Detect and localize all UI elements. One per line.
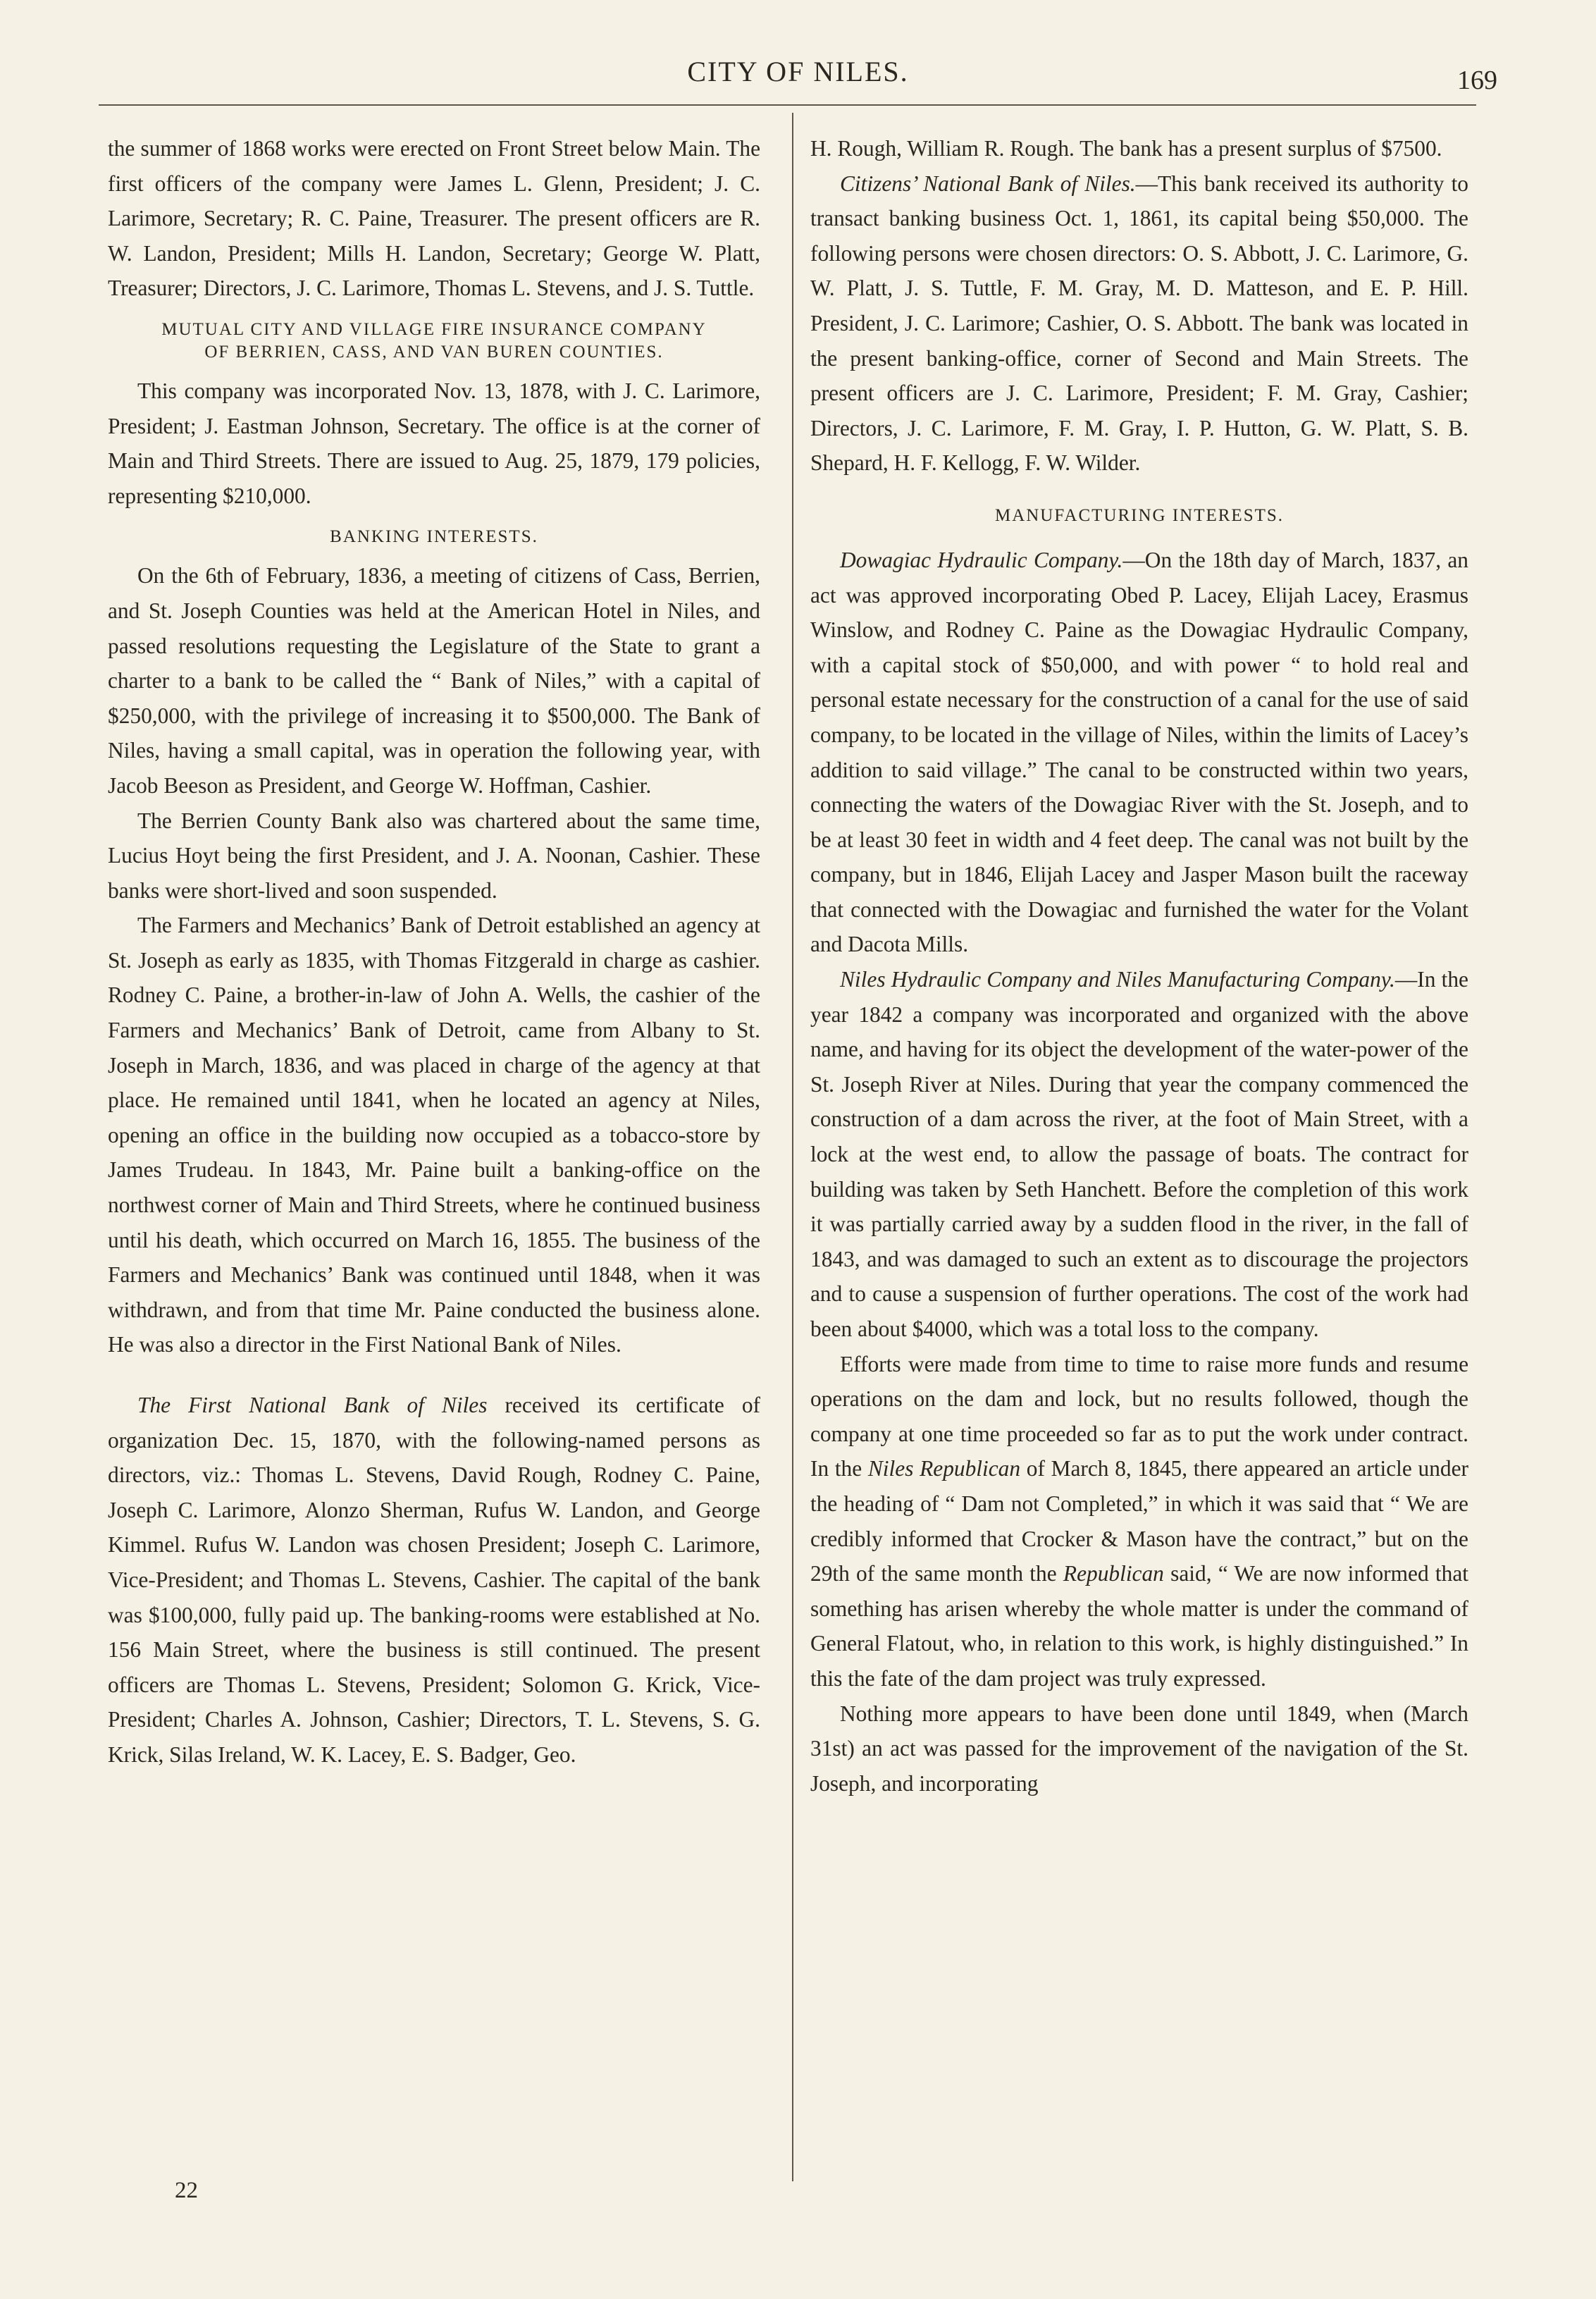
first-national-bank-title: The First National Bank of Niles <box>137 1393 488 1417</box>
paragraph-niles-hydraulic <box>810 962 1468 1347</box>
right-column <box>810 131 1468 1801</box>
first-national-bank-text: received its certificate of organization Dec. 15, 1870, with the following-named persons as directors, viz.: Thomas L. Stevens, David Rough, Rodney C. Paine, Joseph C. Larimore, Alonzo Sherman, Rufus W. Landon, and George Kimmel. Rufus W. Landon was chosen President; Joseph C. Larimore, Vice-President; and Thomas L. Stevens, Cashier. The capital of the bank was $100,000, fully paid up. The banking-rooms were established at No. 156 Main Street, where the business is still continued. The present officers are Thomas L. Stevens, President; Solomon G. Krick, Vice-President; Charles A. Johnson, Cashier; Directors, T. L. Stevens, S. G. Krick, Silas Ireland, W. K. Lacey, E. S. Badger, Geo. <box>108 1393 760 1767</box>
section-heading-manufacturing: MANUFACTURING INTERESTS. <box>994 505 1285 525</box>
signature-mark: 22 <box>175 2178 198 2203</box>
dowagiac-title: Dowagiac Hydraulic Company. <box>840 547 1123 572</box>
efforts-text-b: of March 8, 1845, there appeared an article under the heading of “ Dam not Completed,” in which it was said that “ We are credibly informed that Crocker & Mason have the contract,” but on the 29th of the same month the <box>810 1456 1468 1586</box>
header-rule <box>99 104 1476 106</box>
paragraph-efforts-dam <box>810 1347 1468 1696</box>
niles-hydraulic-text: —In the year 1842 a company was incorporated and organized with the above name, and having for its object the development of the water-power of the St. Joseph River at Niles. During that year the company commenced the construction of a dam across the river, at the foot of Main Street, with a lock at the west end, to allow the passage of boats. The contract for building was taken by Seth Hanchett. Before the completion of this work it was partially carried away by a sudden flood in the river, in the fall of 1843, and was damaged to such an extent as to discourage the projectors and to cause a suspension of further operations. The cost of the work had been about $4000, which was a total loss to the company. <box>810 967 1468 1341</box>
page-number: 169 <box>1457 66 1497 95</box>
left-column <box>108 131 760 1773</box>
paragraph-berrien-county-bank: The Berrien County Bank also was chartered about the same time, Lucius Hoyt being the first President, and J. A. Noonan, Cashier. These banks were short-lived and soon suspended. <box>108 808 760 903</box>
paragraph-bank-of-niles: On the 6th of February, 1836, a meeting of citizens of Cass, Berrien, and St. Joseph Counties was held at the American Hotel in Niles, and passed resolutions requesting the Legislature of the State to grant a charter to a bank to be called the “ Bank of Niles,” with a capital of $250,000, with the privilege of increasing it to $500,000. The Bank of Niles, having a small capital, was in operation the following year, with Jacob Beeson as President, and George W. Hoffman, Cashier. <box>108 563 760 798</box>
section-heading-banking: BANKING INTERESTS. <box>330 527 538 547</box>
republican-title: Republican <box>1063 1561 1164 1586</box>
paragraph-nothing-more: Nothing more appears to have been done until 1849, when (March 31st) an act was passed for the improvement of the navigation of the St. Joseph, and incorporating <box>810 1701 1468 1796</box>
page-header <box>0 55 1596 104</box>
paragraph-first-national-continued: H. Rough, William R. Rough. The bank has a present surplus of $7500. <box>810 136 1442 161</box>
paragraph-insurance: This company was incorporated Nov. 13, 1878, with J. C. Larimore, President; J. Eastman Johnson, Secretary. The office is at the corner of Main and Third Streets. There are issued to Aug. 25, 1879, 179 policies, representing $210,000. <box>108 378 760 508</box>
dowagiac-text: —On the 18th day of March, 1837, an act was approved incorporating Obed P. Lacey, Elijah Lacey, Erasmus Winslow, and Rodney C. Paine as the Dowagiac Hydraulic Company, with a capital stock of $50,000, and with power “ to hold real and personal estate necessary for the construction of a canal for the use of said company, to be located in the village of Niles, within the limits of Lacey’s addition to said village.” The canal to be constructed within two years, connecting the waters of the Dowagiac River with the St. Joseph, and to be at least 30 feet in width and 4 feet deep. The canal was not built by the company, but in 1846, Elijah Lacey and Jasper Mason built the raceway that connected with the Dowagiac and furnished the water for the Volant and Dacota Mills. <box>810 547 1468 957</box>
heading-line-2: OF BERRIEN, CASS, AND VAN BUREN COUNTIES. <box>204 342 664 362</box>
niles-hydraulic-title: Niles Hydraulic Company and Niles Manufacturing Company. <box>840 967 1395 992</box>
paragraph-citizens-national-bank <box>810 166 1468 481</box>
efforts-text-c: said, “ We are now informed that something has arisen whereby the whole matter is under the command of General Flatout, who, in relation to this work, is highly distinguished.” In this the fate of the dam project was truly expressed. <box>810 1561 1468 1691</box>
citizens-bank-text: —This bank received its authority to transact banking business Oct. 1, 1861, its capital being $50,000. The following persons were chosen directors: O. S. Abbott, J. C. Larimore, G. W. Platt, J. S. Tuttle, F. M. Gray, M. D. Matteson, and E. P. Hill. President, J. C. Larimore; Cashier, O. S. Abbott. The bank was located in the present banking-office, corner of Second and Main Streets. The present officers are J. C. Larimore, President; F. M. Gray, Cashier; Directors, J. C. Larimore, F. M. Gray, I. P. Hutton, G. W. Platt, S. B. Shepard, H. F. Kellogg, F. W. Wilder. <box>810 171 1468 476</box>
citizens-bank-title: Citizens’ National Bank of Niles. <box>840 171 1136 196</box>
running-head: CITY OF NILES. <box>687 56 909 87</box>
paragraph-farmers-mechanics-bank: The Farmers and Mechanics’ Bank of Detroit established an agency at St. Joseph as early as 1835, with Thomas Fitzgerald in charge as cashier. Rodney C. Paine, a brother-in-law of John A. Wells, the cashier of the Farmers and Mechanics’ Bank of Detroit, came from Albany to St. Joseph in March, 1836, and was placed in charge of the agency at that place. He remained until 1841, when he located an agency at Niles, opening an office in the building now occupied as a tobacco-store by James Trudeau. In 1843, Mr. Paine built a banking-office on the northwest corner of Main and Third Streets, where he continued business until his death, which occurred on March 16, 1855. The business of the Farmers and Mechanics’ Bank was continued until 1848, when it was withdrawn, and from that time Mr. Paine conducted the business alone. He was also a director in the First National Bank of Niles. <box>108 913 760 1357</box>
efforts-text-a: Efforts were made from time to time to raise more funds and resume operations on the dam and lock, but no results followed, though the company at one time proceeded so far as to put the work under contract. In the <box>810 1351 1468 1481</box>
paragraph-gas-company-officers: the summer of 1868 works were erected on Front Street below Main. The first officers of the company were James L. Glenn, President; J. C. Larimore, Secretary; R. C. Paine, Treasurer. The present officers are R. W. Landon, President; Mills H. Landon, Secretary; George W. Platt, Treasurer; Directors, J. C. Larimore, Thomas L. Stevens, and J. S. Tuttle. <box>108 136 760 301</box>
niles-republican-title: Niles Republican <box>867 1456 1021 1481</box>
paragraph-dowagiac-hydraulic <box>810 543 1468 962</box>
section-heading-fire-insurance <box>108 319 760 364</box>
heading-line-1: MUTUAL CITY AND VILLAGE FIRE INSURANCE COMPANY <box>161 319 707 339</box>
paragraph-first-national-bank <box>108 1388 760 1773</box>
column-divider <box>792 113 793 2181</box>
